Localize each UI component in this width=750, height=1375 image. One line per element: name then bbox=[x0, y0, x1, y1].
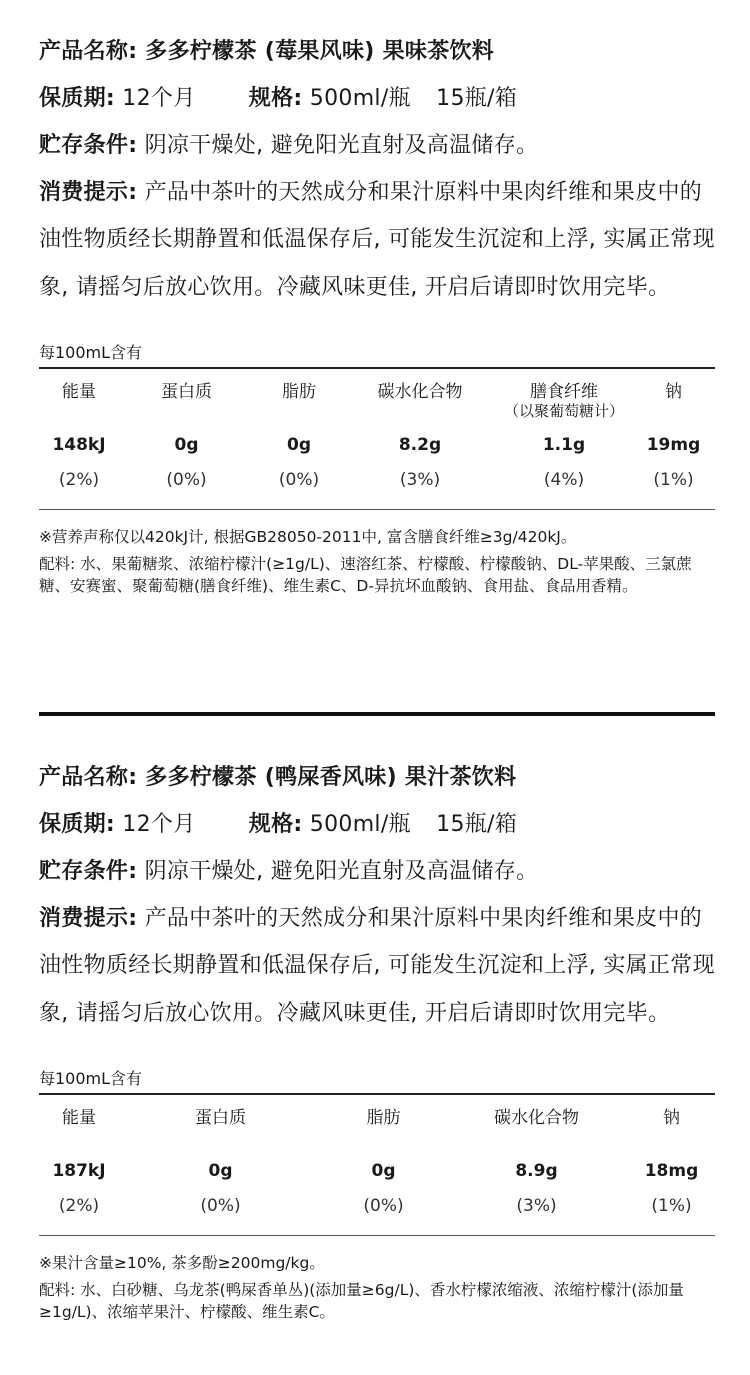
nutrient-name: 膳食纤维 （以聚葡萄糖计） bbox=[496, 369, 632, 429]
storage-line bbox=[39, 854, 715, 890]
product-label-section-2 bbox=[39, 760, 715, 1323]
nutrition-header-row bbox=[39, 369, 715, 429]
nutrient-value: 0g bbox=[287, 434, 311, 455]
product-name-value: 多多柠檬茶 (鸭屎香风味) 果汁茶饮料 bbox=[145, 765, 517, 790]
shelf-spec-line bbox=[39, 807, 715, 843]
storage-label: 贮存条件: bbox=[39, 133, 138, 158]
nutrient-nrv: (2%) bbox=[58, 1195, 100, 1216]
nutrition-value-row bbox=[39, 1155, 715, 1187]
nutrient-name: 能量 bbox=[62, 1107, 96, 1128]
tips-label: 消费提示: bbox=[39, 906, 138, 931]
nutrient-name: 蛋白质 bbox=[161, 381, 212, 402]
nutrition-header-row bbox=[39, 1095, 715, 1155]
nutrient-nrv: (0%) bbox=[278, 469, 320, 490]
nutrient-name: 钠 bbox=[665, 381, 682, 402]
tips-value: 产品中茶叶的天然成分和果汁原料中果肉纤维和果皮中的油性物质经长期静置和低温保存后, 可能发生沉淀和上浮, 实属正常现象, 请摇匀后放心饮用。冷藏风味更佳, 开启后请即时饮用完毕。 bbox=[39, 180, 715, 300]
nutrient-nrv: (2%) bbox=[58, 469, 100, 490]
nutrient-value: 0g bbox=[174, 434, 199, 455]
pack-value: 15瓶/箱 bbox=[436, 86, 518, 111]
nutrient-value: 1.1g bbox=[542, 434, 586, 455]
shelf-life-value: 12个月 bbox=[122, 86, 196, 111]
tips-label: 消费提示: bbox=[39, 180, 138, 205]
nutrient-nrv: (1%) bbox=[651, 1195, 692, 1216]
nutrition-nrv-row bbox=[39, 461, 715, 499]
storage-value: 阴凉干燥处, 避免阳光直射及高温储存。 bbox=[144, 133, 539, 158]
per-100ml-label: 每100mL含有 bbox=[39, 1068, 143, 1088]
consumption-tips bbox=[39, 169, 719, 311]
nutrient-name: 钠 bbox=[663, 1107, 680, 1128]
tips-value: 产品中茶叶的天然成分和果汁原料中果肉纤维和果皮中的油性物质经长期静置和低温保存后, 可能发生沉淀和上浮, 实属正常现象, 请摇匀后放心饮用。冷藏风味更佳, 开启后请即时饮用完毕。 bbox=[39, 906, 715, 1026]
product-label-section-1 bbox=[39, 34, 715, 597]
nutrient-value: 8.2g bbox=[398, 434, 442, 455]
nutrient-nrv: (3%) bbox=[516, 1195, 557, 1216]
shelf-life-label: 保质期: bbox=[39, 86, 115, 111]
storage-label: 贮存条件: bbox=[39, 859, 138, 884]
nutrient-value: 0g bbox=[371, 1160, 396, 1181]
table-bottom-rule bbox=[39, 1235, 715, 1236]
nutrient-value: 187kJ bbox=[52, 1160, 106, 1181]
product-name-line bbox=[39, 760, 715, 796]
nutrient-value: 18mg bbox=[644, 1160, 699, 1181]
shelf-life-label: 保质期: bbox=[39, 812, 115, 837]
product-name-label: 产品名称: bbox=[39, 39, 138, 64]
spec-label: 规格: bbox=[248, 86, 303, 111]
nutrition-note: ※果汁含量≥10%, 茶多酚≥200mg/kg。 bbox=[39, 1253, 325, 1272]
section-divider bbox=[39, 712, 715, 716]
nutrient-nrv: (4%) bbox=[543, 469, 585, 490]
nutrient-nrv: (3%) bbox=[399, 469, 441, 490]
ingredients-list: 配料: 水、果葡糖浆、浓缩柠檬汁(≥1g/L)、速溶红茶、柠檬酸、柠檬酸钠、DL-苹果酸、三氯蔗糖、安赛蜜、聚葡萄糖(膳食纤维)、维生素C、D-异抗坏血酸钠、食用盐、食品用香精。 bbox=[39, 554, 692, 595]
storage-value: 阴凉干燥处, 避免阳光直射及高温储存。 bbox=[144, 859, 539, 884]
nutrient-name: 能量 bbox=[62, 381, 96, 402]
nutrient-value: 8.9g bbox=[515, 1160, 558, 1181]
shelf-life-value: 12个月 bbox=[122, 812, 196, 837]
nutrition-table bbox=[39, 1093, 715, 1225]
consumption-tips bbox=[39, 895, 719, 1037]
storage-line bbox=[39, 128, 715, 164]
nutrition-nrv-row bbox=[39, 1187, 715, 1225]
shelf-spec-line bbox=[39, 81, 715, 117]
nutrient-nrv: (0%) bbox=[166, 469, 207, 490]
nutrition-table bbox=[39, 367, 715, 499]
nutrient-name: 脂肪 bbox=[366, 1107, 401, 1128]
nutrient-name: 碳水化合物 bbox=[377, 381, 463, 402]
nutrient-sub-label: （以聚葡萄糖计） bbox=[503, 401, 624, 420]
nutrition-value-row bbox=[39, 429, 715, 461]
per-100ml-label: 每100mL含有 bbox=[39, 342, 143, 362]
nutrient-value: 19mg bbox=[646, 434, 701, 455]
nutrient-value: 0g bbox=[208, 1160, 233, 1181]
nutrient-name: 脂肪 bbox=[282, 381, 316, 402]
table-bottom-rule bbox=[39, 509, 715, 510]
product-name-value: 多多柠檬茶 (莓果风味) 果味茶饮料 bbox=[145, 39, 495, 64]
product-name-label: 产品名称: bbox=[39, 765, 138, 790]
spec-value: 500ml/瓶 bbox=[309, 86, 411, 111]
nutrition-note: ※营养声称仅以420kJ计, 根据GB28050-2011中, 富含膳食纤维≥3g/420kJ。 bbox=[39, 527, 577, 546]
nutrient-nrv: (0%) bbox=[200, 1195, 241, 1216]
spec-value: 500ml/瓶 bbox=[309, 812, 411, 837]
spec-label: 规格: bbox=[248, 812, 303, 837]
product-name-line bbox=[39, 34, 715, 70]
nutrient-value: 148kJ bbox=[52, 434, 106, 455]
nutrient-name: 蛋白质 bbox=[195, 1107, 246, 1128]
nutrient-name: 碳水化合物 bbox=[494, 1107, 579, 1128]
nutrient-nrv: (1%) bbox=[653, 469, 694, 490]
pack-value: 15瓶/箱 bbox=[436, 812, 518, 837]
ingredients-list: 配料: 水、白砂糖、乌龙茶(鸭屎香单丛)(添加量≥6g/L)、香水柠檬浓缩液、浓缩柠檬汁(添加量≥1g/L)、浓缩苹果汁、柠檬酸、维生素C。 bbox=[39, 1280, 684, 1321]
nutrient-nrv: (0%) bbox=[363, 1195, 404, 1216]
